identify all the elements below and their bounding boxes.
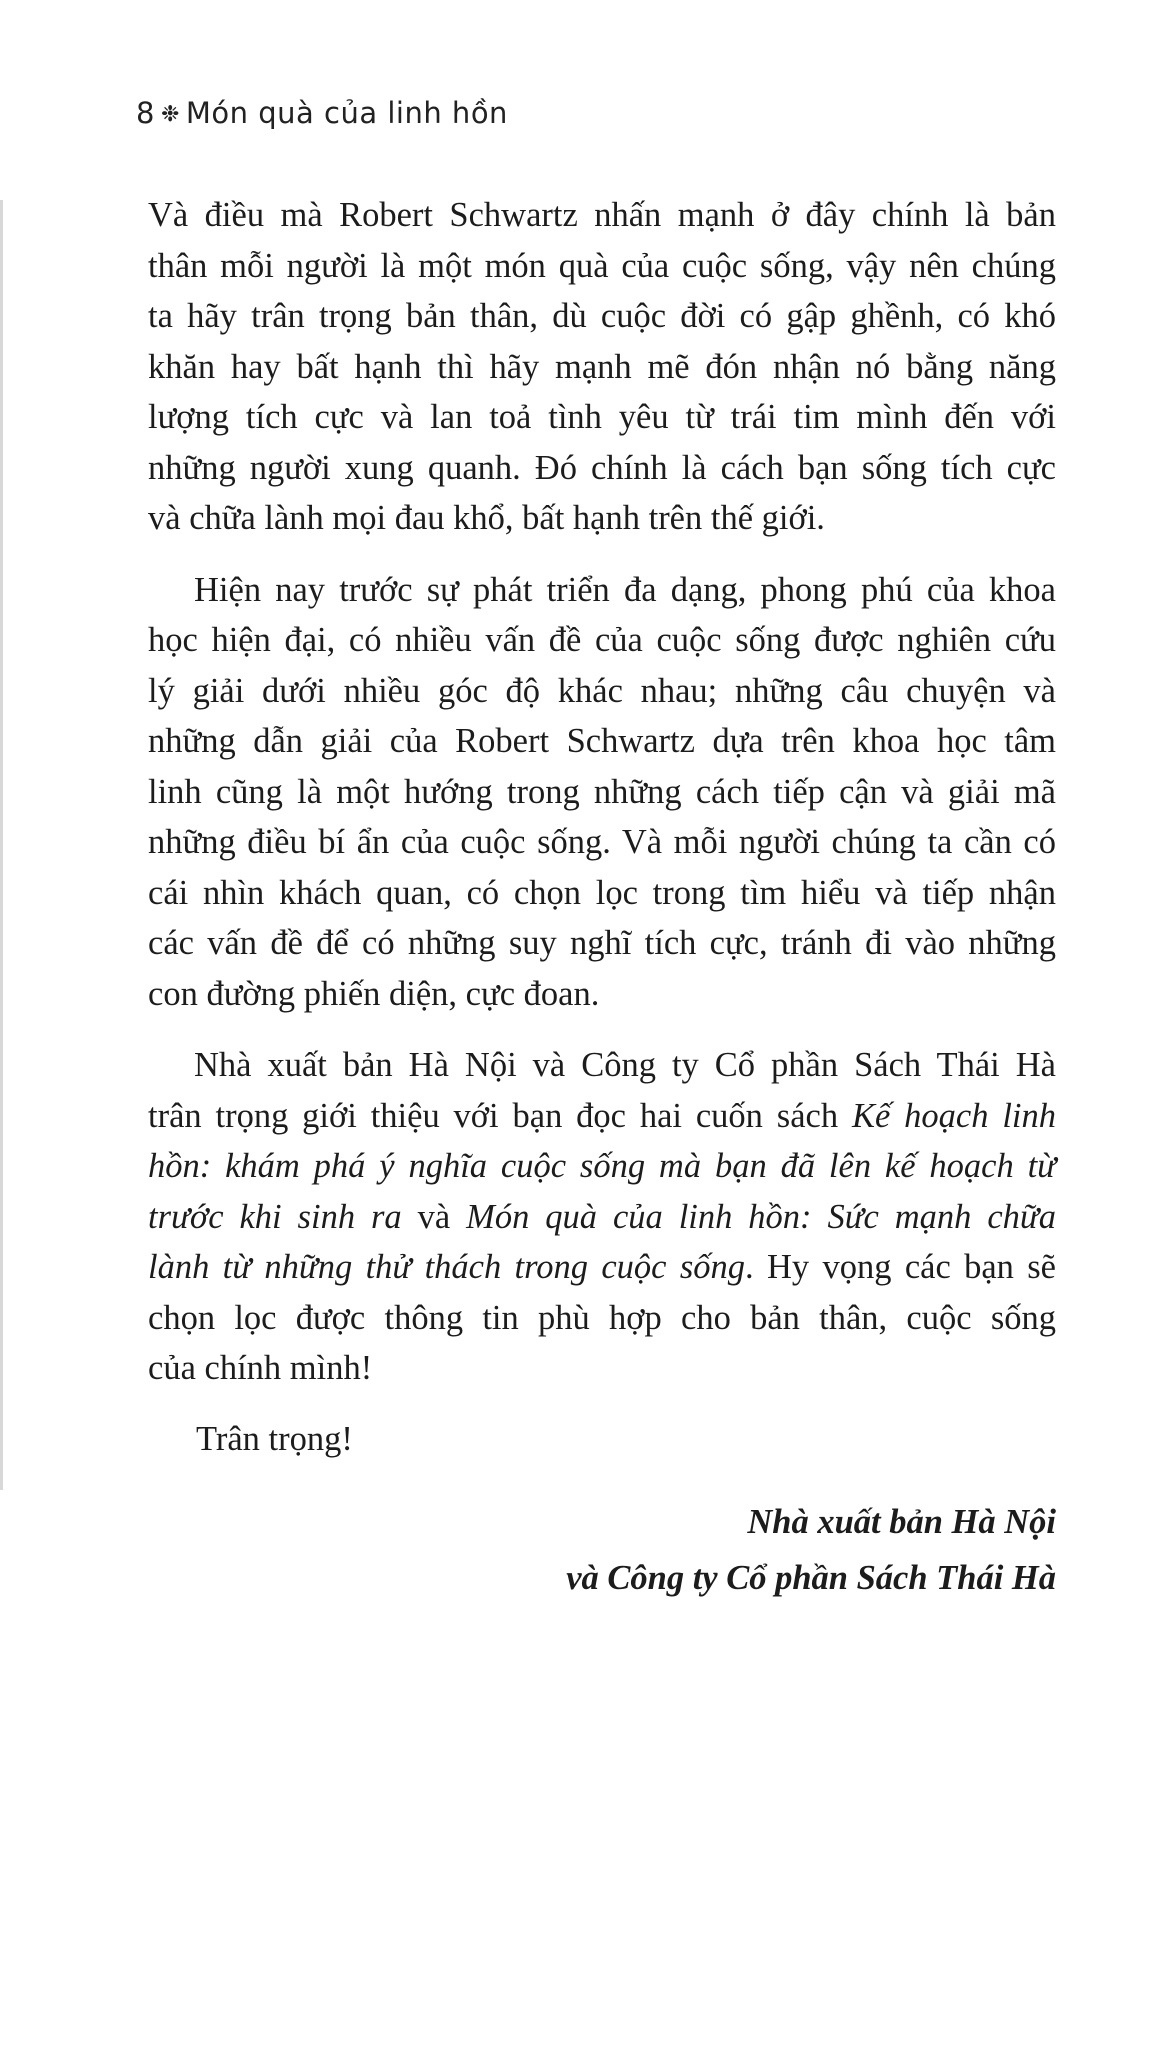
book-title-italic: hồn: khám phá ý nghĩa cuộc sống mà bạn đã lên kế hoạch từ [148, 1147, 1056, 1185]
text-line: thân mỗi người là một món quà của cuộc sống, vậy nên chúng [148, 246, 1056, 285]
text-run: và [401, 1197, 467, 1236]
signature-block [566, 1494, 1056, 1606]
text-line: ta hãy trân trọng bản thân, dù cuộc đời có gập ghềnh, có khó [148, 297, 1056, 335]
signature-line-2: và Công ty Cổ phần Sách Thái Hà [566, 1559, 1056, 1597]
signature-line-1: Nhà xuất bản Hà Nội [747, 1503, 1056, 1541]
text-line: con đường phiến diện, cực đoan. [148, 974, 600, 1013]
text-line [148, 1192, 1056, 1243]
book-title-italic: Món quà của linh hồn: Sức mạnh chữa [466, 1197, 1056, 1236]
paragraph-1 [148, 190, 1056, 544]
paragraph-3 [148, 1040, 1056, 1394]
closing-line: Trân trọng! [196, 1420, 353, 1458]
book-title-italic: trước khi sinh ra [148, 1197, 402, 1236]
text-line [148, 1242, 1056, 1293]
text-line: Hiện nay trước sự phát triển đa dạng, phong phú của khoa [194, 570, 1056, 609]
text-line: chọn lọc được thông tin phù hợp cho bản thân, cuộc sống [148, 1298, 1056, 1337]
book-title-italic: lành từ những thử thách trong cuộc sống [148, 1248, 746, 1286]
page-edge-shadow [0, 200, 3, 1490]
text-line: những người xung quanh. Đó chính là cách bạn sống tích cực [148, 448, 1056, 487]
text-line: khăn hay bất hạnh thì hãy mạnh mẽ đón nhận nó bằng năng [148, 347, 1056, 386]
text-line: cái nhìn khách quan, có chọn lọc trong tìm hiểu và tiếp nhận [148, 873, 1056, 912]
ornament-icon: ❉ [160, 102, 180, 127]
text-line: Và điều mà Robert Schwartz nhấn mạnh ở đây chính là bản [148, 196, 1056, 234]
text-line: học hiện đại, có nhiều vấn đề của cuộc sống được nghiên cứu [148, 621, 1056, 659]
text-line: linh cũng là một hướng trong những cách tiếp cận và giải mã [148, 772, 1056, 811]
page-number: 8 [136, 96, 155, 130]
text-line: những điều bí ẩn của cuộc sống. Và mỗi người chúng ta cần có [148, 823, 1056, 861]
text-line: và chữa lành mọi đau khổ, bất hạnh trên thế giới. [148, 499, 825, 537]
running-header [136, 96, 508, 130]
text-line: các vấn đề để có những suy nghĩ tích cực, tránh đi vào những [148, 924, 1056, 962]
text-line: Nhà xuất bản Hà Nội và Công ty Cổ phần Sách Thái Hà [194, 1046, 1056, 1084]
text-line [148, 1091, 1056, 1142]
book-title: Món quà của linh hồn [185, 96, 508, 130]
text-line: lượng tích cực và lan toả tình yêu từ trái tim mình đến với [148, 398, 1056, 436]
paragraph-2 [148, 565, 1056, 1020]
book-title-italic: Kế hoạch linh [851, 1096, 1057, 1135]
text-run: . Hy vọng các bạn sẽ [745, 1248, 1056, 1286]
body-text [148, 190, 1056, 1415]
text-line: của chính mình! [148, 1349, 373, 1387]
text-line: những dẫn giải của Robert Schwartz dựa trên khoa học tâm [148, 722, 1056, 760]
text-line: lý giải dưới nhiều góc độ khác nhau; những câu chuyện và [148, 671, 1056, 710]
text-line [148, 1141, 1056, 1192]
text-run: trân trọng giới thiệu với bạn đọc hai cuốn sách [148, 1096, 852, 1135]
